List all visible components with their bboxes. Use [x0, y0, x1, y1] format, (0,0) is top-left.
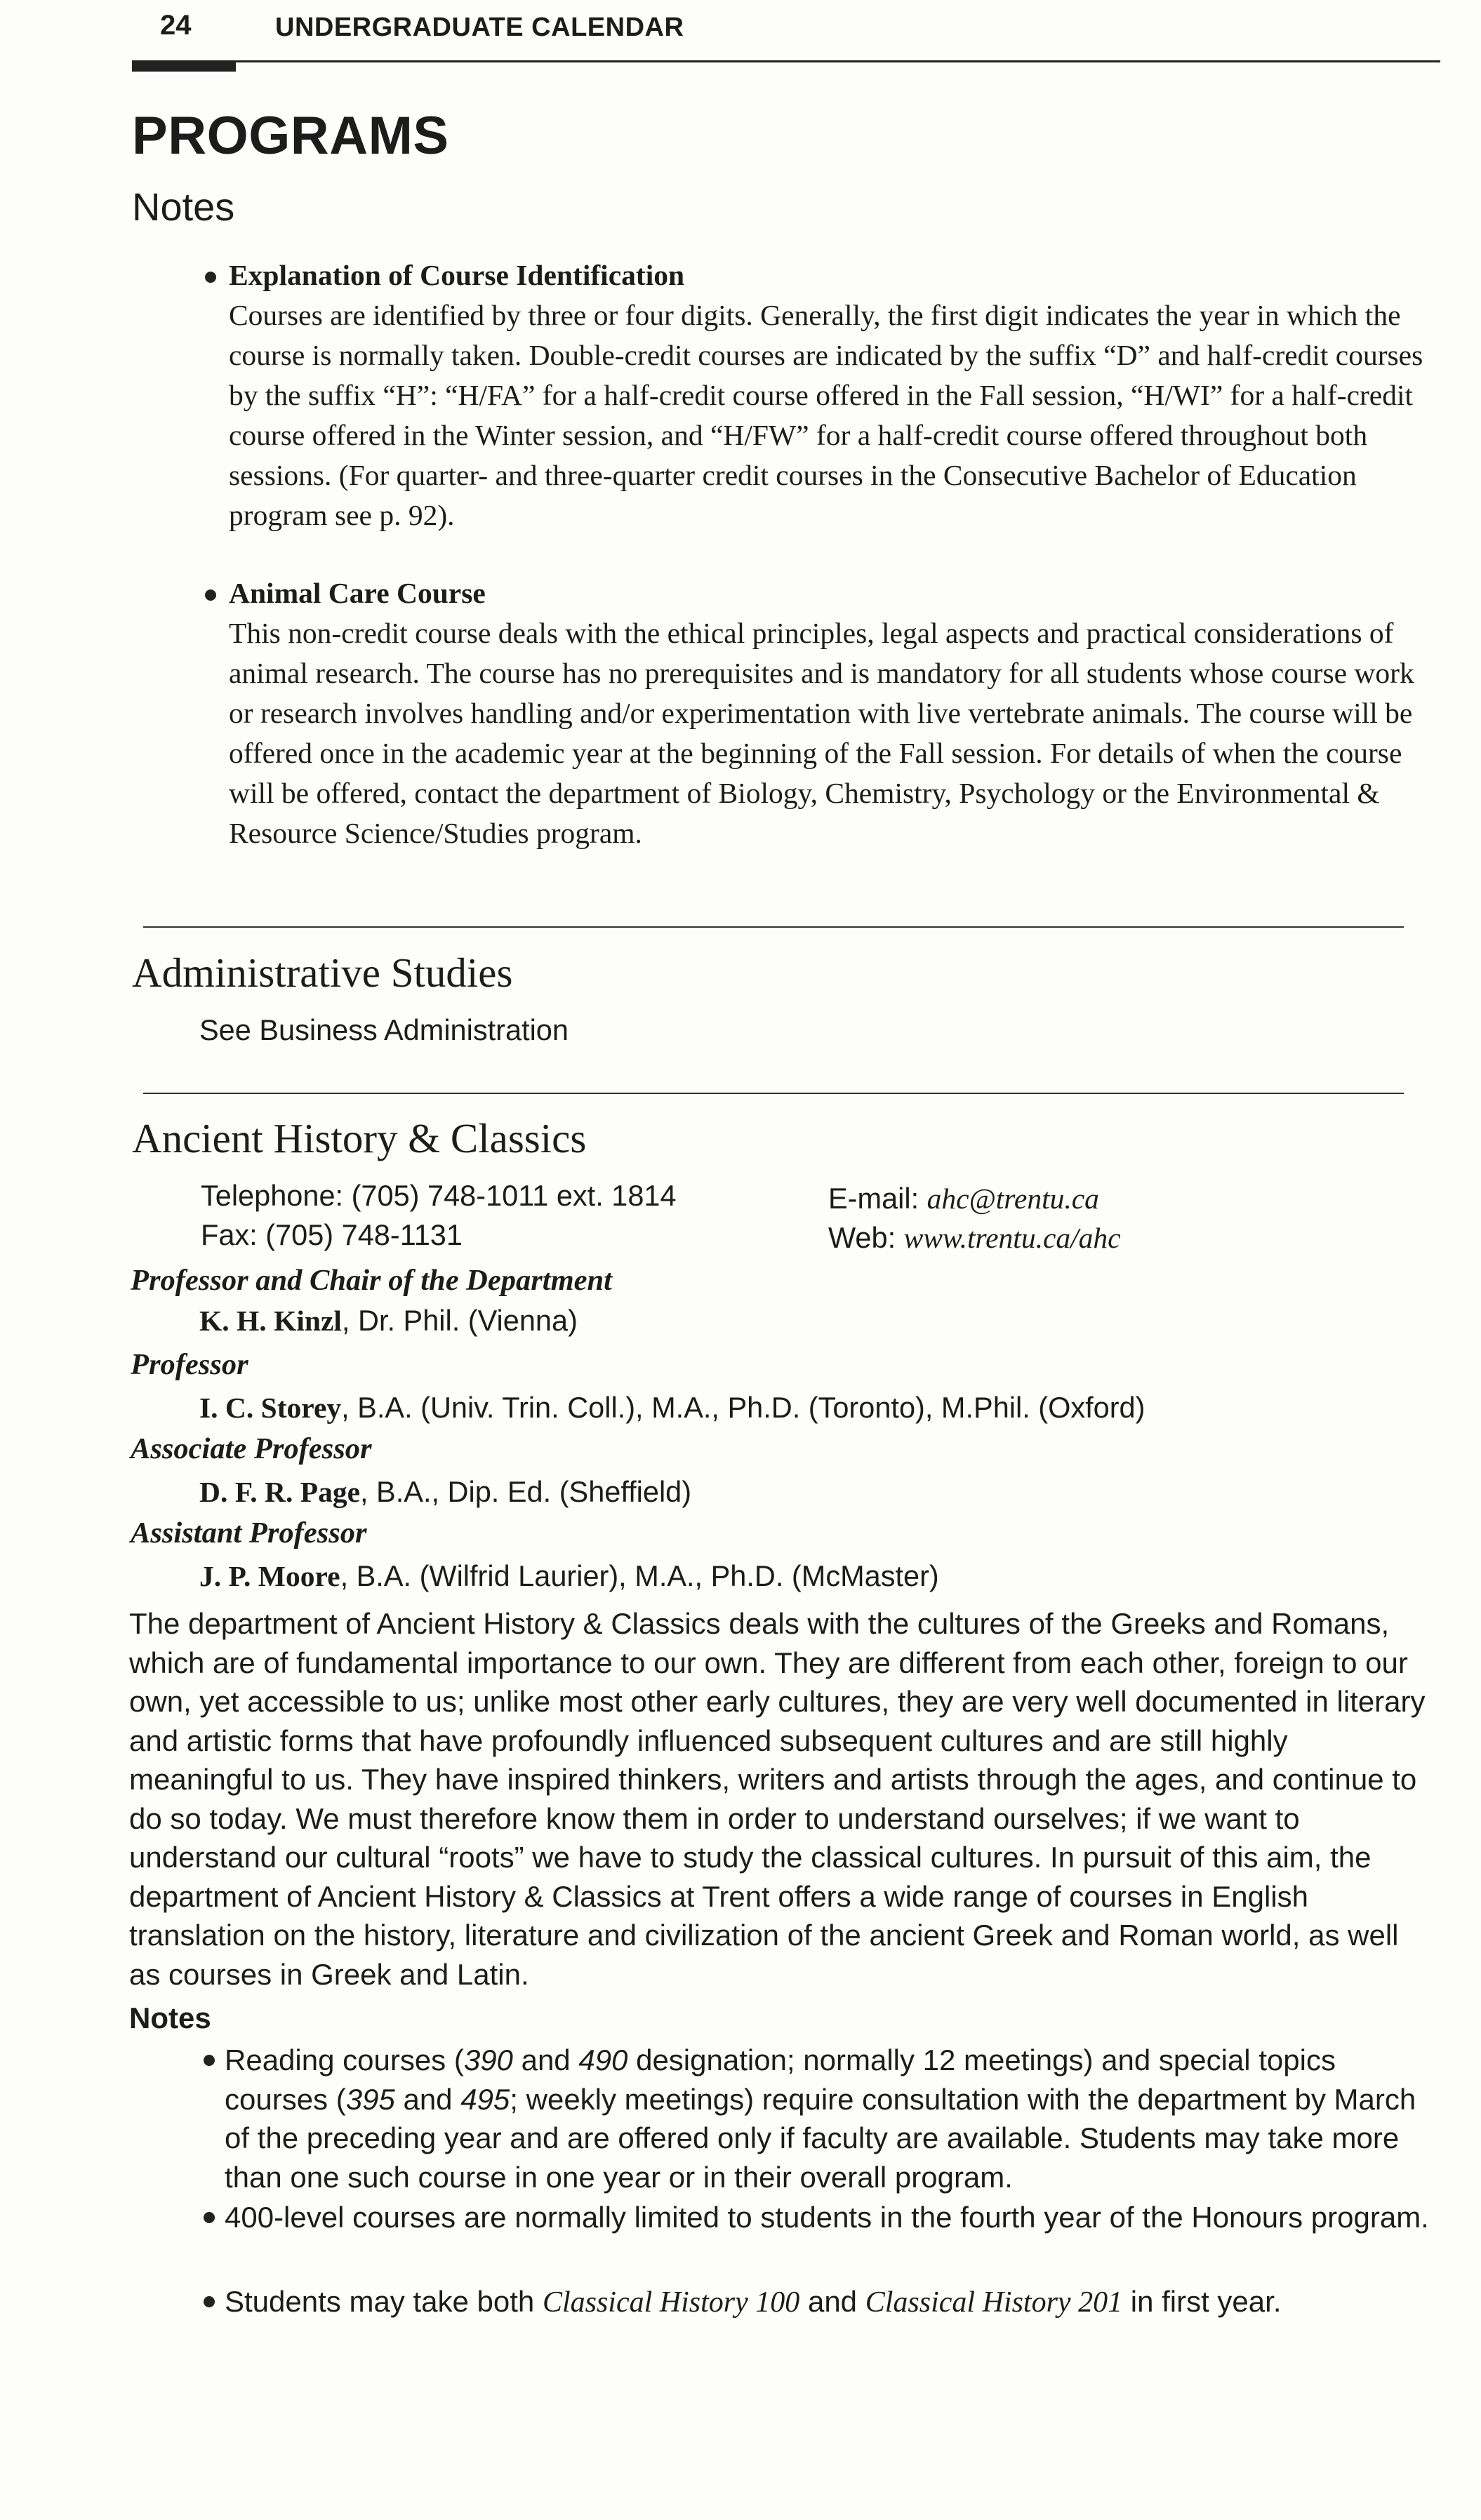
web-link[interactable]: www.trentu.ca/ahc — [903, 1222, 1121, 1254]
page-number: 24 — [160, 10, 192, 41]
note-body: Courses are identified by three or four digits. Generally, the first digit indicates the year in which the course is normally taken. Double-credit courses are indicated by the suffix “D” and half-credit courses by the suffix “H”: “H/FA” for a half-credit course offered in the Fall session, “H/WI” for a half-credit course offered in the Winter session, and “H/FW” for a half-credit course offered throughout both sessions. (For quarter- and three-quarter credit courses in the Consecutive Bachelor of Education program see p. 92). — [229, 299, 1423, 531]
note-animal-care — [229, 573, 1436, 853]
see-reference: See Business Administration — [199, 1013, 569, 1046]
faculty-credentials: , B.A. (Univ. Trin. Coll.), M.A., Ph.D. (Toronto), M.Phil. (Oxford) — [341, 1391, 1145, 1424]
faculty-role: Assistant Professor — [131, 1516, 367, 1549]
page-title: PROGRAMS — [132, 106, 449, 166]
note-400-level: 400-level courses are normally limited to students in the fourth year of the Honours program. — [225, 2201, 1429, 2234]
faculty-member — [199, 1559, 939, 1593]
fax: Fax: (705) 748-1131 — [201, 1218, 463, 1251]
email-label: E-mail: — [828, 1182, 927, 1215]
web-label: Web: — [828, 1221, 904, 1254]
faculty-member — [199, 1391, 1145, 1425]
note-reading-courses: Reading courses (390 and 490 designation; normally 12 meetings) and special topics courses (395 and 495; weekly meetings) require consultation with the department by March of the preceding year and are offered only if faculty are available. Students may take more than one such course in one year or in their overall program. — [225, 2044, 1416, 2194]
note-first-year: Students may take both Classical History 100 and Classical History 201 in first year. — [225, 2285, 1282, 2319]
telephone: Telephone: (705) 748-1011 ext. 1814 — [201, 1179, 677, 1212]
section-heading-ancient-history-classics: Ancient History & Classics — [132, 1115, 587, 1161]
note-title: Explanation of Course Identification — [229, 259, 685, 291]
notes-heading: Notes — [129, 2001, 211, 2034]
web-line — [828, 1221, 1121, 1255]
bullet-icon — [205, 589, 216, 601]
bullet-icon — [205, 272, 216, 283]
faculty-name: D. F. R. Page — [199, 1476, 360, 1508]
faculty-name: K. H. Kinzl — [199, 1305, 342, 1337]
header-accent-bar — [132, 62, 236, 72]
note-body: This non-credit course deals with the ethical principles, legal aspects and practical considerations of animal research. The course has no prerequisites and is mandatory for all students whose course work or research involves handling and/or experimentation with live vertebrate animals. The course will be offered once in the academic year at the beginning of the Fall session. For details of when the course will be offered, contact the department of Biology, Chemistry, Psychology or the Environmental & Resource Science/Studies program. — [229, 617, 1414, 849]
section-divider — [143, 1093, 1404, 1094]
note-title: Animal Care Course — [229, 577, 486, 609]
section-heading-administrative-studies: Administrative Studies — [132, 949, 513, 996]
faculty-member — [199, 1475, 691, 1509]
email-link[interactable]: ahc@trentu.ca — [927, 1182, 1099, 1215]
faculty-role: Associate Professor — [131, 1432, 372, 1465]
header-rule — [132, 60, 1440, 62]
notes-heading: Notes — [132, 185, 235, 229]
faculty-role: Professor and Chair of the Department — [131, 1264, 612, 1297]
bullet-icon — [204, 2055, 215, 2066]
faculty-name: J. P. Moore — [199, 1560, 340, 1592]
running-header-title: UNDERGRADUATE CALENDAR — [275, 13, 684, 42]
email-line — [828, 1182, 1099, 1215]
bullet-icon — [204, 2296, 215, 2307]
faculty-credentials: , B.A. (Wilfrid Laurier), M.A., Ph.D. (McMaster) — [340, 1559, 939, 1592]
faculty-credentials: , B.A., Dip. Ed. (Sheffield) — [360, 1475, 692, 1508]
faculty-name: I. C. Storey — [199, 1392, 342, 1424]
faculty-role: Professor — [131, 1348, 248, 1381]
faculty-member — [199, 1304, 578, 1338]
section-divider — [143, 926, 1404, 928]
bullet-icon — [204, 2212, 215, 2223]
note-course-identification — [229, 255, 1436, 535]
department-description: The department of Ancient History & Classics deals with the cultures of the Greeks and Romans, which are of fundamental importance to our own. They are different from each other, foreign to our own, yet accessible to us; unlike most other early cultures, they are very well documented in literary and artistic forms that have profoundly influenced subsequent cultures and are still highly meaningful to us. They have inspired thinkers, writers and artists through the ages, and continue to do so today. We must therefore know them in order to understand ourselves; if we want to understand our cultural “roots” we have to study the classical cultures. In pursuit of this aim, the department of Ancient History & Classics at Trent offers a wide range of courses in English translation on the history, literature and civilization of the ancient Greek and Roman world, as well as courses in Greek and Latin. — [129, 1607, 1426, 1991]
faculty-credentials: , Dr. Phil. (Vienna) — [341, 1304, 578, 1337]
